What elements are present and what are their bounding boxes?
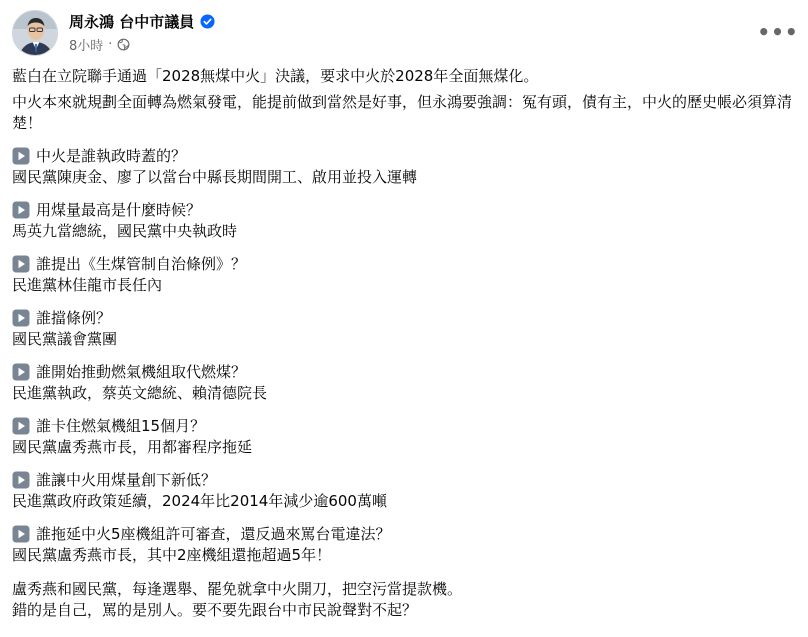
qa-item (12, 416, 800, 459)
play-button-emoji-icon (12, 525, 30, 543)
qa-question (12, 254, 800, 276)
author-row (69, 10, 215, 32)
qa-list (12, 146, 800, 567)
qa-question-text: 誰開始推動燃氣機組取代燃煤？ (36, 362, 247, 381)
more-options-button[interactable] (757, 14, 799, 50)
qa-answer: 民進黨政府政策延續，2024年比2014年減少逾600萬噸 (12, 492, 387, 510)
qa-question (12, 524, 800, 546)
qa-question (12, 416, 800, 438)
qa-answer: 國民黨陳庚金、廖了以當台中縣長期間開工、啟用並投入運轉 (12, 168, 418, 186)
qa-item (12, 470, 800, 513)
qa-question (12, 200, 800, 222)
closing-line: 錯的是自己，罵的是別人。要不要先跟台中市民說聲對不起？ (12, 601, 418, 619)
play-button-emoji-icon (12, 417, 30, 435)
post-header (12, 8, 799, 60)
more-horizontal-icon: ••• (757, 20, 799, 44)
play-button-emoji-icon (12, 363, 30, 381)
qa-item (12, 308, 800, 351)
qa-answer: 民進黨執政，蔡英文總統、賴清德院長 (12, 384, 268, 402)
play-button-emoji-icon (12, 471, 30, 489)
post-meta (69, 35, 130, 53)
qa-answer: 馬英九當總統，國民黨中央執政時 (12, 222, 238, 240)
qa-answer: 民進黨林佳龍市長任內 (12, 276, 163, 294)
qa-answer: 國民黨盧秀燕市長，其中2座機組還拖超過5年！ (12, 546, 332, 564)
verified-badge-icon (200, 14, 215, 29)
qa-question-text: 誰卡住燃氣機組15個月？ (36, 416, 206, 435)
globe-icon[interactable] (117, 38, 130, 51)
avatar[interactable] (12, 10, 58, 56)
qa-question-text: 中火是誰執政時蓋的？ (36, 146, 187, 165)
qa-question-text: 誰讓中火用煤量創下新低？ (36, 470, 217, 489)
qa-answer: 國民黨議會黨團 (12, 330, 118, 348)
author-name[interactable]: 周永鴻 台中市議員 (69, 12, 195, 31)
closing-line: 盧秀燕和國民黨，每逢選舉、罷免就拿中火開刀，把空污當提款機。 (12, 579, 463, 598)
qa-question (12, 146, 800, 168)
qa-question-text: 誰拖延中火5座機組許可審查，還反過來罵台電違法？ (36, 524, 391, 543)
qa-question-text: 誰提出《生煤管制自治條例》？ (36, 254, 247, 273)
qa-question-text: 誰擋條例？ (36, 308, 112, 327)
intro-paragraph: 中火本來就規劃全面轉為燃氣發電，能提前做到當然是好事，但永鴻要強調：冤有頭，債有主，中火的歷史帳必須算清楚！ (12, 92, 793, 132)
qa-item (12, 146, 800, 189)
play-button-emoji-icon (12, 147, 30, 165)
qa-question (12, 470, 800, 492)
closing-paragraph (12, 579, 800, 622)
meta-separator: · (108, 36, 113, 52)
qa-item (12, 200, 800, 243)
qa-question (12, 308, 800, 330)
play-button-emoji-icon (12, 201, 30, 219)
intro-paragraph: 藍白在立院聯手通過「2028無煤中火」決議，要求中火於2028年全面無煤化。 (12, 67, 539, 85)
post-body (12, 66, 800, 622)
qa-question (12, 362, 800, 384)
play-button-emoji-icon (12, 255, 30, 273)
qa-item (12, 524, 800, 567)
post-timestamp[interactable]: 8小時 (69, 38, 104, 54)
play-button-emoji-icon (12, 309, 30, 327)
qa-item (12, 362, 800, 405)
qa-answer: 國民黨盧秀燕市長，用都審程序拖延 (12, 438, 253, 456)
qa-question-text: 用煤量最高是什麼時候？ (36, 200, 202, 219)
qa-item (12, 254, 800, 297)
